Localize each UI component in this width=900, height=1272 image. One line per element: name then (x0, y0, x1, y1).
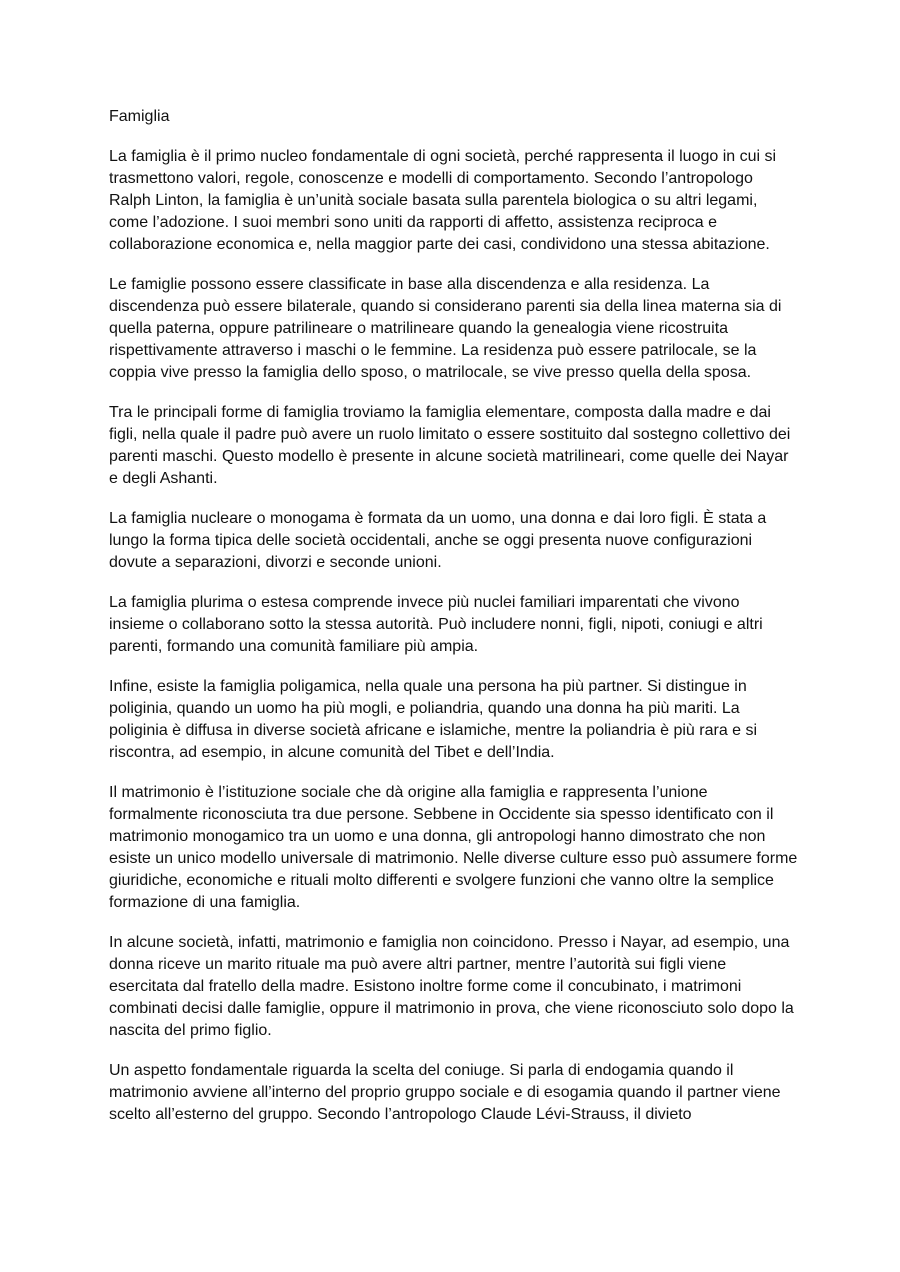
paragraph-matrimonio: Il matrimonio è l’istituzione sociale che dà origine alla famiglia e rappresenta l’unione formalmente riconosciuta tra due persone. Sebbene in Occidente sia spesso identificato con il matrimonio monogamico tra un uomo e una donna, gli antropologi hanno dimostrato che non esiste un unico modello universale di matrimonio. Nelle diverse culture esso può assumere forme giuridiche, economiche e rituali molto differenti e svolgere funzioni che vanno oltre la semplice formazione di una famiglia. (109, 784, 798, 911)
paragraph-famiglia-estesa: La famiglia plurima o estesa comprende invece più nuclei familiari imparentati che vivono insieme o collaborano sotto la stessa autorità. Può includere nonni, figli, nipoti, coniugi e altri parenti, formando una comunità familiare più ampia. (109, 594, 763, 655)
paragraph-scelta-coniuge: Un aspetto fondamentale riguarda la scelta del coniuge. Si parla di endogamia quando il matrimonio avviene all’interno del proprio gruppo sociale e di esogamia quando il partner viene scelto all’esterno del gruppo. Secondo l’antropologo Claude Lévi-Strauss, il divieto (109, 1062, 781, 1123)
paragraph-famiglia-poligamica: Infine, esiste la famiglia poligamica, nella quale una persona ha più partner. Si distingue in poliginia, quando un uomo ha più mogli, e poliandria, quando una donna ha più mariti. La poliginia è diffusa in diverse società africane e islamiche, mentre la poliandria è più rara e si riscontra, ad esempio, in alcune comunità del Tibet e dell’India. (109, 678, 758, 761)
document-page (109, 106, 799, 1144)
paragraph-famiglia-nucleare: La famiglia nucleare o monogama è formata da un uomo, una donna e dai loro figli. È stata a lungo la forma tipica delle società occidentali, anche se oggi presenta nuove configurazioni dovute a separazioni, divorzi e seconde unioni. (109, 510, 767, 571)
paragraph-discendenza-residenza: Le famiglie possono essere classificate in base alla discendenza e alla residenza. La discendenza può essere bilaterale, quando si considerano parenti sia della linea materna sia di quella paterna, oppure patrilineare o matrilineare quando la genealogia viene ricostruita rispettivamente attraverso i maschi o le femmine. La residenza può essere patrilocale, se la coppia vive presso la famiglia dello sposo, o matrilocale, se vive presso quella della sposa. (109, 276, 782, 381)
paragraph-famiglia-elementare: Tra le principali forme di famiglia troviamo la famiglia elementare, composta dalla madre e dai figli, nella quale il padre può avere un ruolo limitato o essere sostituito dal sostegno collettivo dei parenti maschi. Questo modello è presente in alcune società matrilineari, come quelle dei Nayar e degli Ashanti. (109, 404, 791, 487)
paragraph-famiglia-definizione: La famiglia è il primo nucleo fondamentale di ogni società, perché rappresenta il luogo in cui si trasmettono valori, regole, conoscenze e modelli di comportamento. Secondo l’antropologo Ralph Linton, la famiglia è un’unità sociale basata sulla parentela biologica o su altri legami, come l’adozione. I suoi membri sono uniti da rapporti di affetto, assistenza reciproca e collaborazione economica e, nella maggior parte dei casi, condividono una stessa abitazione. (109, 148, 777, 253)
document-title: Famiglia (109, 108, 170, 125)
paragraph-matrimonio-famiglia: In alcune società, infatti, matrimonio e famiglia non coincidono. Presso i Nayar, ad esempio, una donna riceve un marito rituale ma può avere altri partner, mentre l’autorità sui figli viene esercitata dal fratello della madre. Esistono inoltre forme come il concubinato, i matrimoni combinati decisi dalle famiglie, oppure il matrimonio in prova, che viene riconosciuto solo dopo la nascita del primo figlio. (109, 934, 794, 1039)
